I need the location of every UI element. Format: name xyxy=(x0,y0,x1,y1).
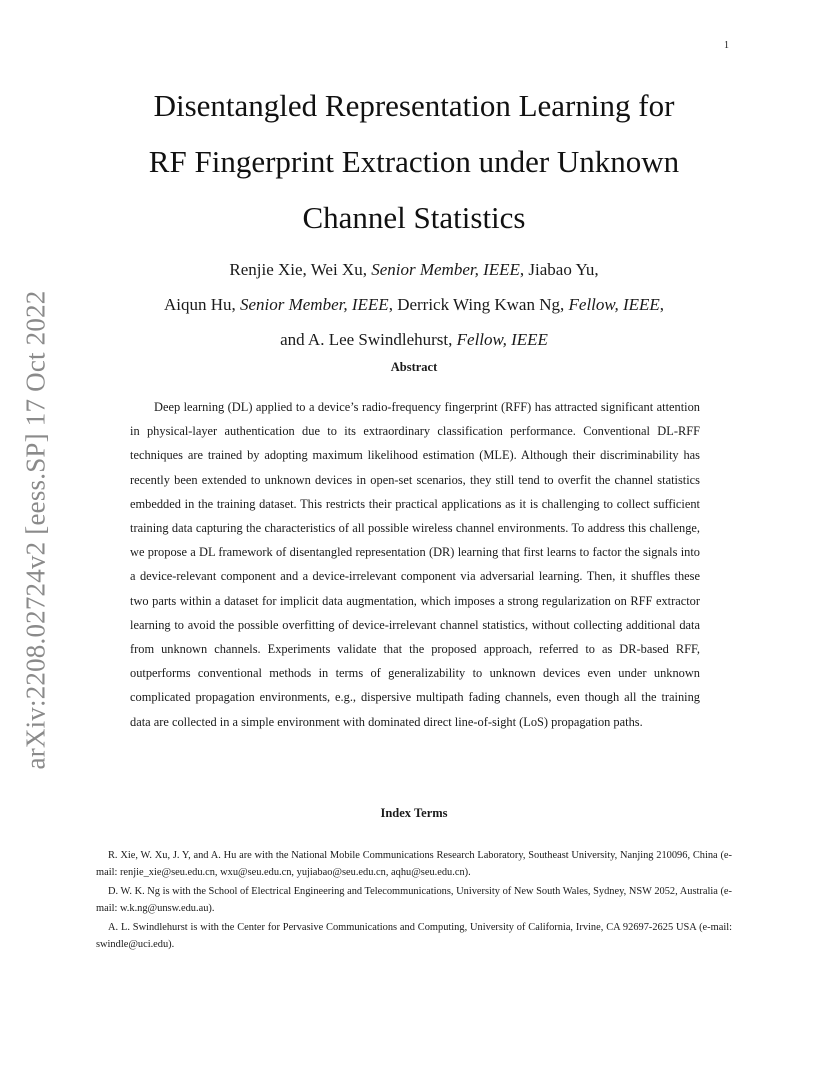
abstract-heading: Abstract xyxy=(390,360,438,374)
author-line xyxy=(110,287,718,322)
author-line xyxy=(110,252,718,287)
author-names: and A. Lee Swindlehurst, xyxy=(280,330,457,349)
author-membership: Fellow, IEEE xyxy=(456,330,548,349)
arxiv-watermark xyxy=(0,0,72,1072)
footnotes xyxy=(96,848,732,956)
page-number: 1 xyxy=(724,40,729,51)
footnote: R. Xie, W. Xu, J. Y, and A. Hu are with the National Mobile Communications Research Laboratory, Southeast University, Nanjing 210096, China (e-mail: renjie_xie@seu.edu.cn, wxu@seu.edu.cn, yujiabao@seu.edu.cn, aqhu@seu.edu.cn). xyxy=(96,850,732,878)
author-membership: Fellow, IEEE xyxy=(568,295,660,314)
title-line: Channel Statistics xyxy=(302,200,526,235)
footnote: D. W. K. Ng is with the School of Electrical Engineering and Telecommunications, University of New South Wales, Sydney, NSW 2052, Australia (e-mail: w.k.ng@unsw.edu.au). xyxy=(96,886,732,914)
author-membership: Senior Member, IEEE xyxy=(371,260,520,279)
author-names: , Derrick Wing Kwan Ng, xyxy=(388,295,569,314)
author-line xyxy=(110,322,718,357)
title-line: Disentangled Representation Learning for xyxy=(153,88,675,123)
author-names: Renjie Xie, Wei Xu, xyxy=(229,260,372,279)
author-names: Aiqun Hu, xyxy=(163,295,240,314)
paper-title xyxy=(110,78,718,246)
abstract-text: Deep learning (DL) applied to a device’s radio-frequency fingerprint (RFF) has attracted significant attention in physical-layer authentication due to its extraordinary classification performance. Conventional DL-RFF techniques are trained by adopting maximum likelihood estimation (MLE). Although their discriminability has recently been extended to unknown devices in open-set scenarios, they still tend to overfit the channel statistics embedded in the training dataset. This restricts their practical applications as it is challenging to collect sufficient training data capturing the characteristics of all possible wireless channel environments. To address this challenge, we propose a DL framework of disentangled representation (DR) learning that first learns to factor the signals into a device-relevant component and a device-irrelevant component via adversarial learning. Then, it shuffles these two parts within a dataset for implicit data augmentation, which imposes a strong regularization on RFF extractor learning to avoid the possible overfitting of device-irrelevant channel statistics, without collecting additional data from unknown channels. Experiments validate that the proposed approach, referred to as DR-based RFF, outperforms conventional methods in terms of generalizability to unknown devices even under unknown complicated propagation environments, e.g., dispersive multipath fading channels, even though all the training data are collected in a simple environment with dominated direct line-of-sight (LoS) propagation paths. xyxy=(130,400,700,729)
author-list xyxy=(110,252,718,357)
author-names: , Jiabao Yu, xyxy=(519,260,599,279)
title-line: RF Fingerprint Extraction under Unknown xyxy=(148,144,680,179)
arxiv-id: arXiv:2208.02724v2 [eess.SP] 17 Oct 2022 xyxy=(20,290,51,770)
index-terms-heading: Index Terms xyxy=(380,806,448,820)
author-membership: Senior Member, IEEE xyxy=(239,295,389,314)
footnote: A. L. Swindlehurst is with the Center for Pervasive Communications and Computing, University of California, Irvine, CA 92697-2625 USA (e-mail: swindle@uci.edu). xyxy=(96,922,732,950)
author-names: , xyxy=(659,295,665,314)
